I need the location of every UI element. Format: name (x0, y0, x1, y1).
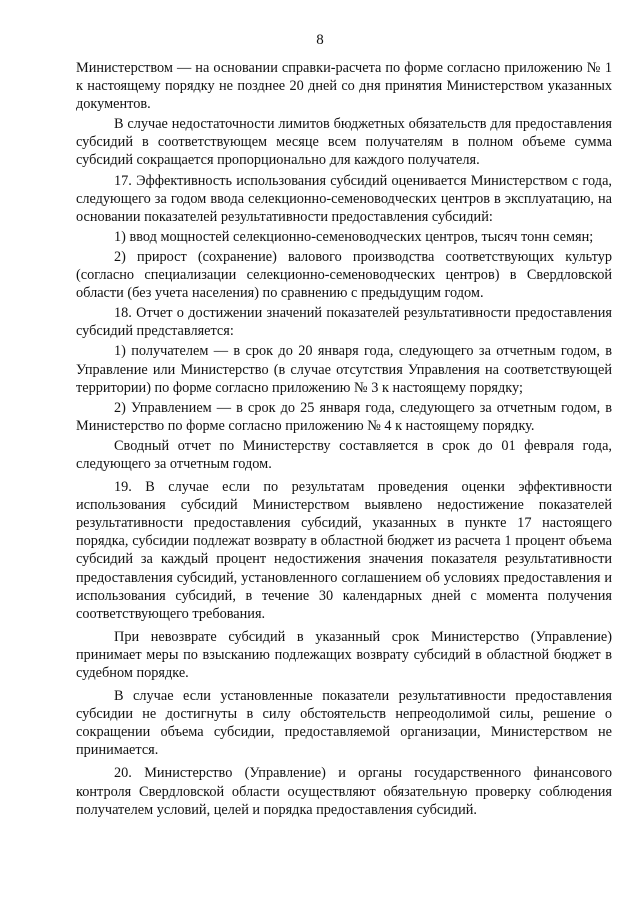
paragraph-18-item-2: 2) Управлением — в срок до 25 января года, следующего за отчетным годом, в Министерство по форме согласно приложению № 4 к настоящему порядку. (76, 399, 612, 434)
paragraph-19-refund: 19. В случае если по результатам проведения оценки эффективности использования субсидий Министерством выявлено недостижение показателей результативности предоставления субсидий, указанных в пункте 17 настоящего порядка, субсидии подлежат возврату в областной бюджет из расчета 1 процент объема субсидий за каждый процент недостижения значения показателя результативности предоставления субсидий, установленного соглашением об условиях предоставления и использования субсидий, в течение 30 календарных дней с момента получения соответствующего требования. (76, 479, 612, 622)
paragraph-budget-limits: В случае недостаточности лимитов бюджетных обязательств для предоставления субсидий в соответствующем месяце всем получателям в полном объеме сумма субсидий сокращается пропорционально для каждого получателя. (76, 116, 612, 169)
paragraph-continuation: Министерством — на основании справки-расчета по форме согласно приложению № 1 к настоящему порядку не позднее 20 дней со дня принятия Министерством указанных документов. (76, 60, 612, 113)
page-number: 8 (316, 32, 324, 48)
paragraph-20-control: 20. Министерство (Управление) и органы государственного финансового контроля Свердловской области осуществляют обязательную проверку соблюдения получателем условий, целей и порядка предоставления субсидий. (76, 765, 612, 818)
paragraph-17-efficiency: 17. Эффективность использования субсидий оценивается Министерством с года, следующего за годом ввода селекционно-семеноводческих центров в эксплуатацию, на основании показателей результативности предоставления субсидий: (76, 172, 612, 225)
paragraph-18-report: 18. Отчет о достижении значений показателей результативности предоставления субсидий представляется: (76, 305, 612, 340)
paragraph-17-item-1: 1) ввод мощностей селекционно-семеноводческих центров, тысяч тонн семян; (114, 228, 594, 245)
paragraph-17-item-2: 2) прирост (сохранение) валового производства соответствующих культур (согласно специализации селекционно-семеноводческих центров) в Свердловской области (без учета населения) по сравнению с предыдущим годом. (76, 248, 612, 302)
paragraph-force-majeure: В случае если установленные показатели результативности предоставления субсидии не достигнуты в силу обстоятельств непреодолимой силы, решение о сокращении объема субсидии, предоставляемой организации, Министерством не принимается. (76, 688, 612, 759)
paragraph-summary-report: Сводный отчет по Министерству составляется в срок до 01 февраля года, следующего за отчетным годом. (76, 437, 612, 472)
paragraph-18-item-1: 1) получателем — в срок до 20 января года, следующего за отчетным годом, в Управление или Министерство (в случае отсутствия Управления на соответствующей территории) по форме согласно приложению № 3 к настоящему порядку; (76, 343, 612, 396)
paragraph-non-return: При невозврате субсидий в указанный срок Министерство (Управление) принимает меры по взысканию подлежащих возврату субсидий в областной бюджет в судебном порядке. (76, 628, 612, 681)
document-body (76, 59, 612, 821)
